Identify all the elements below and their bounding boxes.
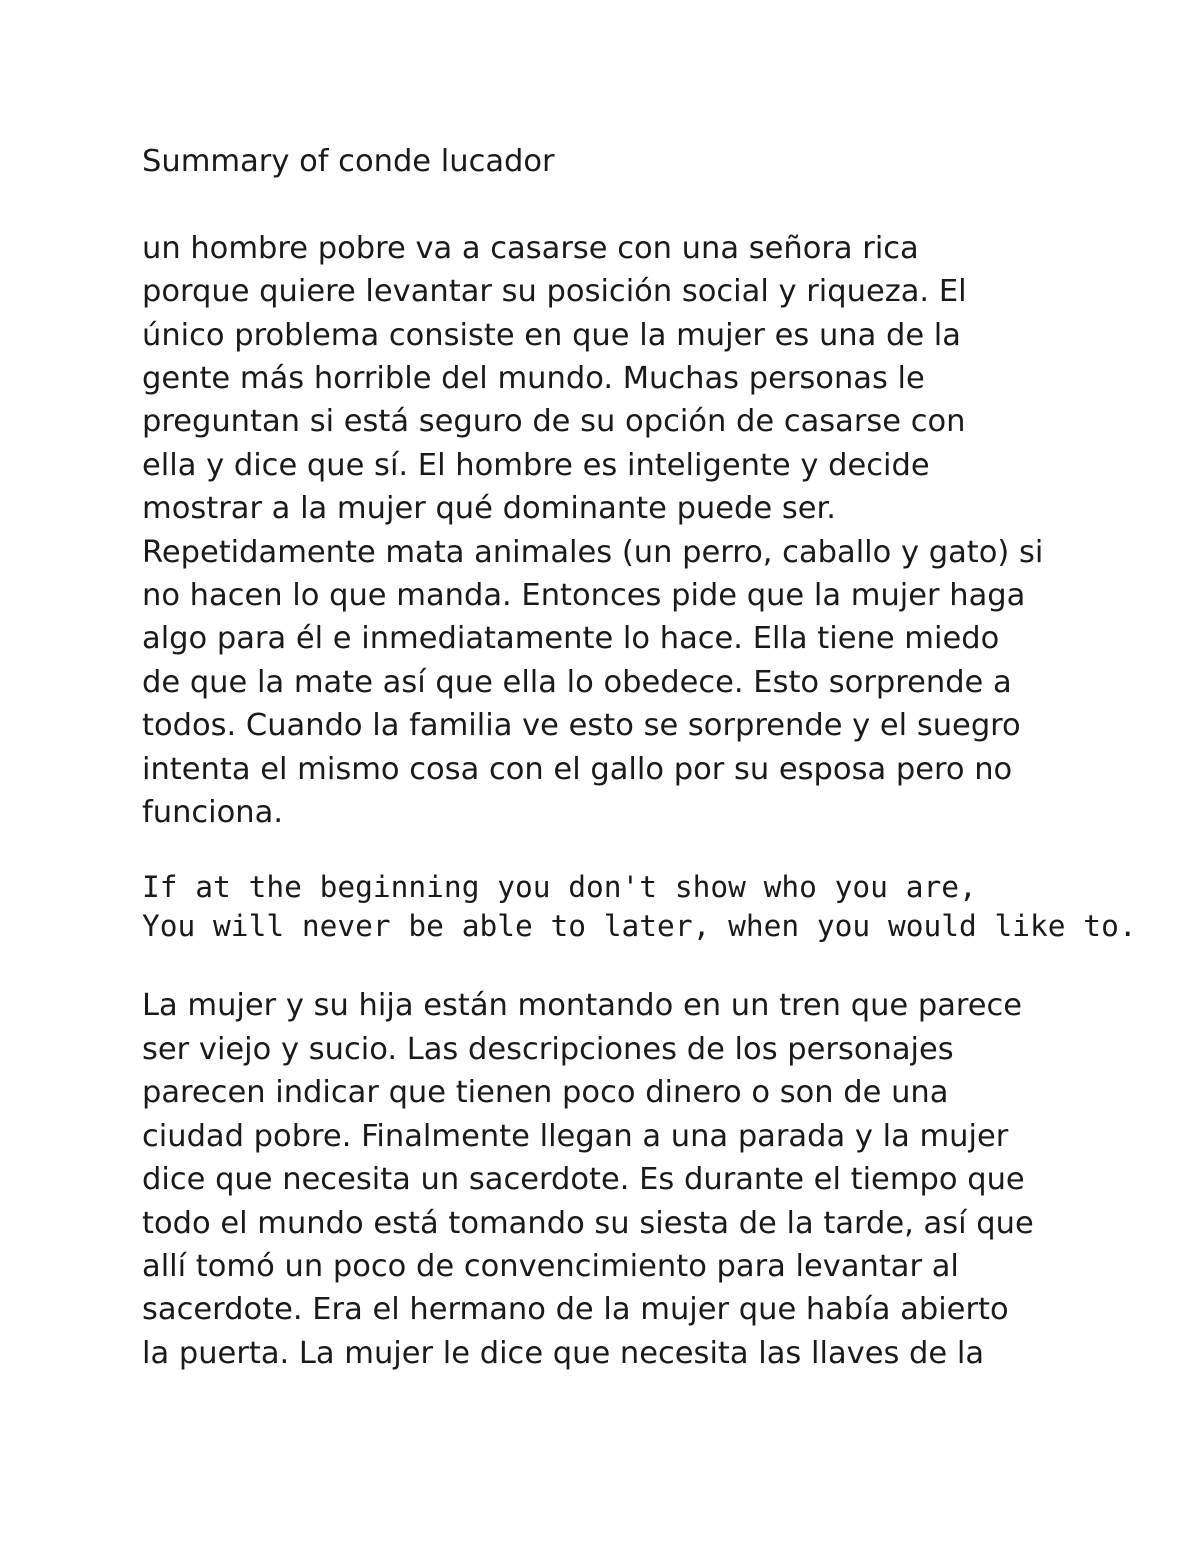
paragraph-line: todos. Cuando la familia ve esto se sorprende y el suegro	[142, 708, 1021, 744]
paragraph-line: parecen indicar que tienen poco dinero o son de una	[142, 1075, 949, 1111]
paragraph-line: intenta el mismo cosa con el gallo por su esposa pero no	[142, 751, 1013, 787]
paragraph-line: allí tomó un poco de convencimiento para levantar al	[142, 1248, 959, 1284]
quote-line: If at the beginning you don't show who you are,	[142, 870, 977, 905]
moral-quote	[142, 868, 1137, 946]
paragraph-line: todo el mundo está tomando su siesta de la tarde, así que	[142, 1205, 1034, 1241]
paragraph-line: preguntan si está seguro de su opción de casarse con	[142, 404, 966, 440]
paragraph-line: un hombre pobre va a casarse con una señora rica	[142, 230, 919, 266]
paragraph-line: no hacen lo que manda. Entonces pide que la mujer haga	[142, 578, 1026, 614]
paragraph-line: funciona.	[142, 795, 284, 831]
paragraph-line: mostrar a la mujer qué dominante puede ser.	[142, 491, 836, 527]
summary-paragraph	[142, 227, 1082, 835]
quote-line: You will never be able to later, when you would like to.	[142, 909, 1137, 944]
second-paragraph	[142, 984, 1082, 1375]
document-page	[142, 140, 1137, 1375]
paragraph-line: dice que necesita un sacerdote. Es durante el tiempo que	[142, 1162, 1025, 1198]
paragraph-line: algo para él e inmediatamente lo hace. Ella tiene miedo	[142, 621, 1000, 657]
paragraph-line: porque quiere levantar su posición social y riqueza. El	[142, 274, 967, 310]
paragraph-line: ciudad pobre. Finalmente llegan a una parada y la mujer	[142, 1118, 1009, 1154]
document-title	[142, 140, 1082, 183]
title-text: Summary of conde lucador	[142, 144, 555, 179]
paragraph-line: sacerdote. Era el hermano de la mujer que había abierto	[142, 1292, 1009, 1328]
paragraph-line: ella y dice que sí. El hombre es inteligente y decide	[142, 447, 930, 483]
paragraph-line: La mujer y su hija están montando en un tren que parece	[142, 988, 1023, 1024]
paragraph-line: único problema consiste en que la mujer es una de la	[142, 317, 961, 353]
paragraph-line: de que la mate así que ella lo obedece. Esto sorprende a	[142, 664, 1012, 700]
paragraph-line: ser viejo y sucio. Las descripciones de los personajes	[142, 1031, 954, 1067]
paragraph-line: la puerta. La mujer le dice que necesita las llaves de la	[142, 1335, 985, 1371]
paragraph-line: gente más horrible del mundo. Muchas personas le	[142, 361, 925, 397]
paragraph-line: Repetidamente mata animales (un perro, caballo y gato) si	[142, 534, 1044, 570]
